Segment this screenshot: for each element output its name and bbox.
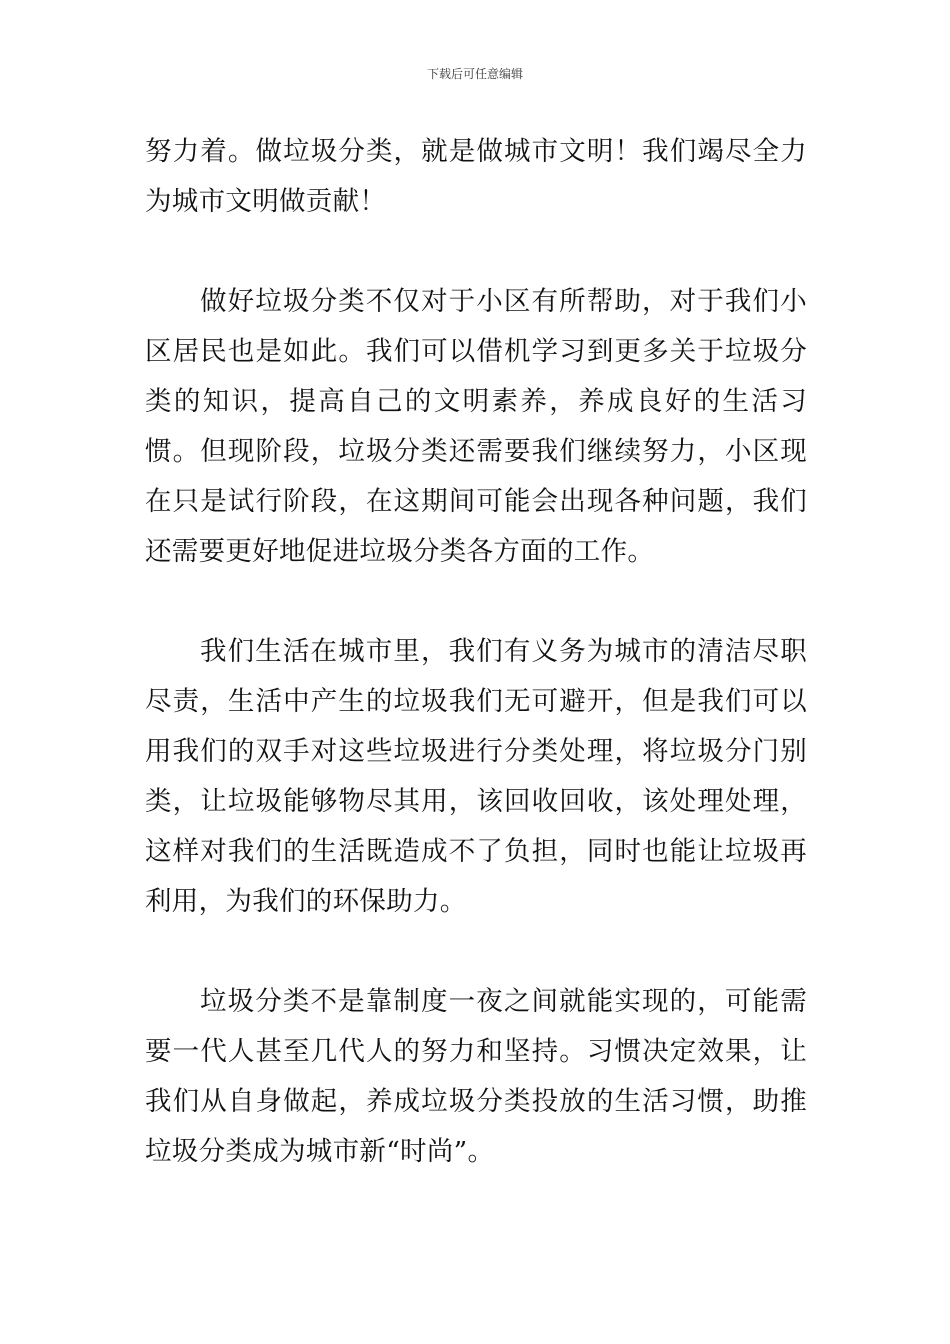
document-body [145,127,807,1177]
paragraph-2: 做好垃圾分类不仅对于小区有所帮助，对于我们小区居民也是如此。我们可以借机学习到更多关于垃圾分类的知识，提高自己的文明素养，养成良好的生活习惯。但现阶段，垃圾分类还需要我们继续努力，小区现在只是试行阶段，在这期间可能会出现各种问题，我们还需要更好地促进垃圾分类各方面的工作。 [145,286,807,567]
paragraph-3: 我们生活在城市里，我们有义务为城市的清洁尽职尽责，生活中产生的垃圾我们无可避开，但是我们可以用我们的双手对这些垃圾进行分类处理，将垃圾分门别类，让垃圾能够物尽其用，该回收回收，该处理处理，这样对我们的生活既造成不了负担，同时也能让垃圾再利用，为我们的环保助力。 [145,636,807,917]
paragraph-4: 垃圾分类不是靠制度一夜之间就能实现的，可能需要一代人甚至几代人的努力和坚持。习惯决定效果，让我们从自身做起，养成垃圾分类投放的生活习惯，助推垃圾分类成为城市新“时尚”。 [145,986,807,1167]
download-note: 下载后可任意编辑 [426,67,523,81]
paragraph-1: 努力着。做垃圾分类，就是做城市文明！我们竭尽全力为城市文明做贡献！ [145,136,807,217]
